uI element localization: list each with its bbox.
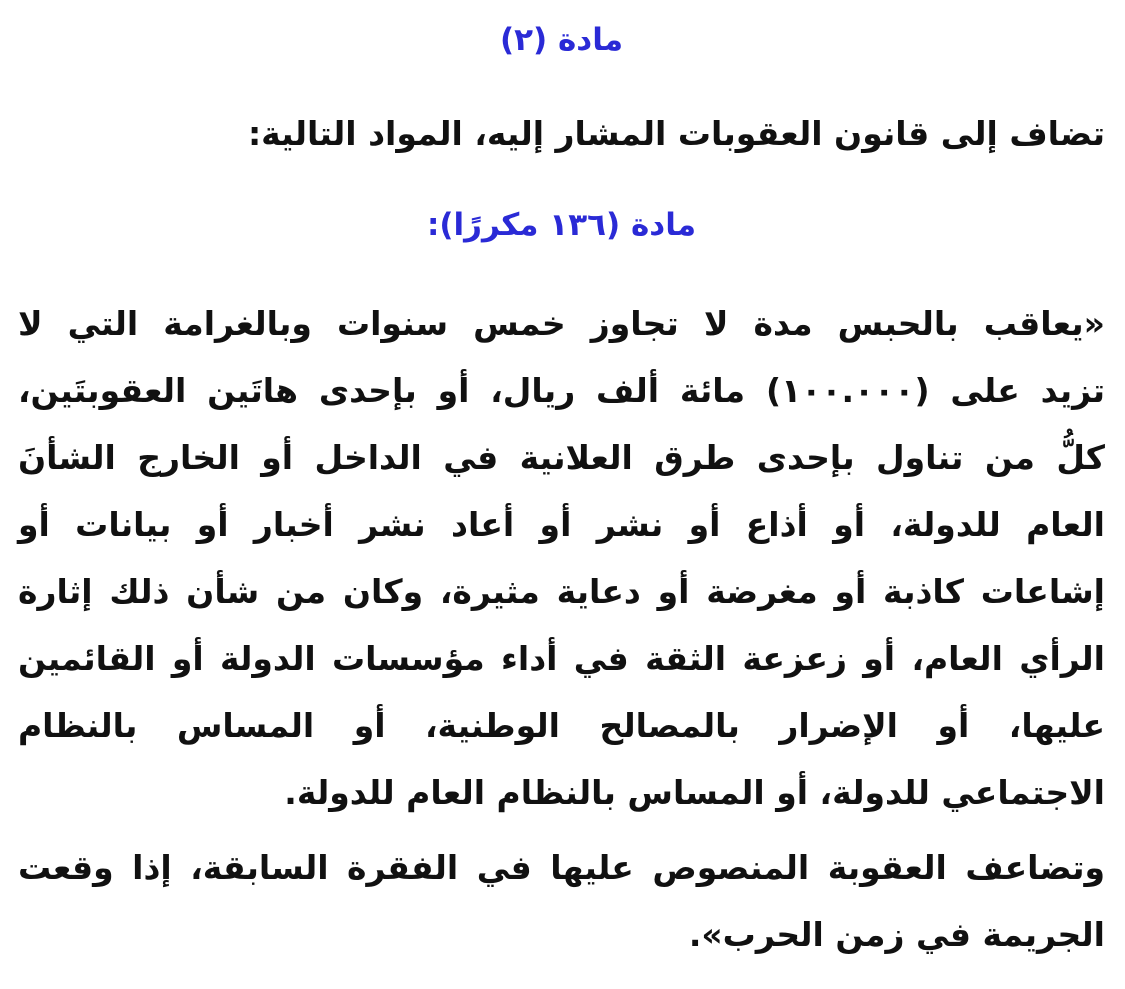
- paragraph-line: وتضاعف العقوبة المنصوص عليها في الفقرة السابقة، إذا وقعت: [18, 848, 1105, 887]
- article-136-paragraph-2: [18, 834, 1105, 968]
- paragraph-line: الاجتماعي للدولة، أو المساس بالنظام العام للدولة.: [284, 773, 1105, 812]
- paragraph-line: تزيد على (١٠٠.٠٠٠) مائة ألف ريال، أو بإحدى هاتَين العقوبتَين،: [18, 371, 1106, 410]
- paragraph-line: الجريمة في زمن الحرب».: [688, 915, 1105, 954]
- paragraph-line: العام للدولة، أو أذاع أو نشر أو أعاد نشر أخبار أو بيانات أو: [18, 505, 1105, 544]
- article-2-heading: مادة (٢): [499, 22, 624, 58]
- paragraph-line: الرأي العام، أو زعزعة الثقة في أداء مؤسسات الدولة أو القائمين: [18, 639, 1105, 678]
- paragraph-line: عليها، أو الإضرار بالمصالح الوطنية، أو المساس بالنظام: [18, 706, 1105, 745]
- intro-paragraph: تضاف إلى قانون العقوبات المشار إليه، المواد التالية:: [247, 114, 1105, 153]
- paragraph-line: كلُّ من تناول بإحدى طرق العلانية في الداخل أو الخارج الشأنَ: [18, 438, 1105, 477]
- paragraph-line: إشاعات كاذبة أو مغرضة أو دعاية مثيرة، وكان من شأن ذلك إثارة: [18, 572, 1105, 611]
- paragraph-line: «يعاقب بالحبس مدة لا تجاوز خمس سنوات وبالغرامة التي لا: [18, 304, 1105, 343]
- article-136-paragraph-1: [18, 290, 1105, 826]
- article-136-heading: مادة (١٣٦ مكررًا):: [426, 207, 697, 243]
